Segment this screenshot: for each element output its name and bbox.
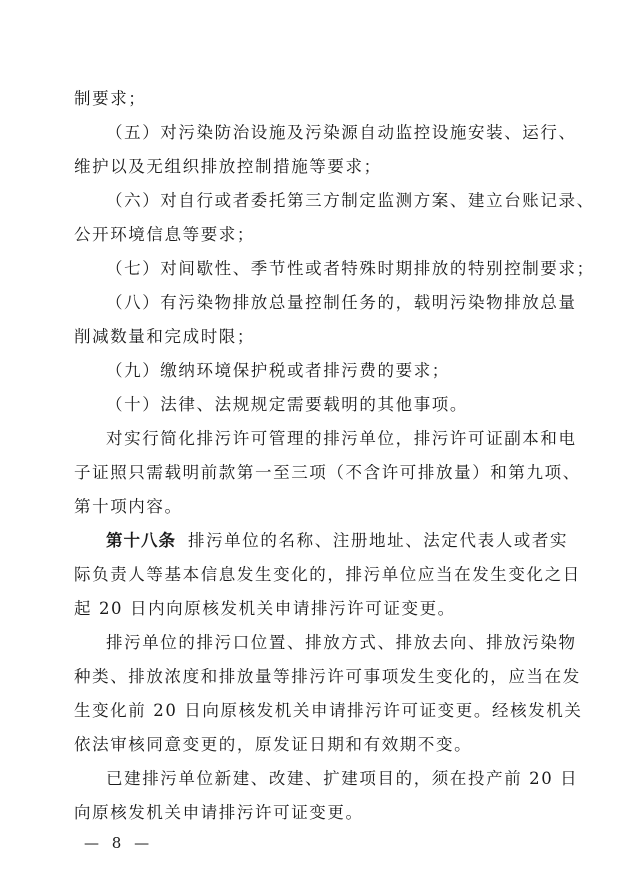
text-line: 种类、排放浓度和排放量等排污许可事项发生变化的，应当在发 xyxy=(74,667,581,686)
text-line: 际负责人等基本信息发生变化的，排污单位应当在发生变化之日 xyxy=(74,565,581,584)
text-line: 对实行简化排污许可管理的排污单位，排污许可证副本和电 xyxy=(106,429,577,448)
text-line: （十）法律、法规规定需要载明的其他事项。 xyxy=(106,395,468,414)
text-line: （八）有污染物排放总量控制任务的，载明污染物排放总量 xyxy=(106,293,577,312)
page-number: — 8 — xyxy=(84,834,154,852)
text-line: 第十项内容。 xyxy=(74,497,183,516)
text-line: 排污单位的排污口位置、排放方式、排放去向、排放污染物 xyxy=(106,633,577,652)
text-line: （六）对自行或者委托第三方制定监测方案、建立台账记录、 xyxy=(106,191,595,210)
text-line: （七）对间歇性、季节性或者特殊时期排放的特别控制要求； xyxy=(106,259,595,278)
text-line: 生变化前 20 日向原核发机关申请排污许可证变更。经核发机关 xyxy=(74,701,583,720)
article-number: 第十八条 xyxy=(106,531,176,550)
text-line: 起 20 日内向原核发机关申请排污许可证变更。 xyxy=(74,599,456,618)
text-line: 削减数量和完成时限； xyxy=(74,327,255,346)
text-line: 向原核发机关申请排污许可证变更。 xyxy=(74,803,364,822)
text-line: 子证照只需载明前款第一至三项（不含许可排放量）和第九项、 xyxy=(74,463,581,482)
text-line: 依法审核同意变更的，原发证日期和有效期不变。 xyxy=(74,735,473,754)
article-18-first-line xyxy=(106,530,569,552)
text-line: 公开环境信息等要求； xyxy=(74,225,255,244)
text-line: 排污单位的名称、注册地址、法定代表人或者实 xyxy=(188,531,569,550)
text-line: 维护以及无组织排放控制措施等要求； xyxy=(74,157,382,176)
text-line: 已建排污单位新建、改建、扩建项目的，须在投产前 20 日 xyxy=(106,769,579,788)
text-line: 制要求； xyxy=(74,89,147,108)
text-line: （九）缴纳环境保护税或者排污费的要求； xyxy=(106,361,450,380)
text-line: （五）对污染防治设施及污染源自动监控设施安装、运行、 xyxy=(106,123,577,142)
